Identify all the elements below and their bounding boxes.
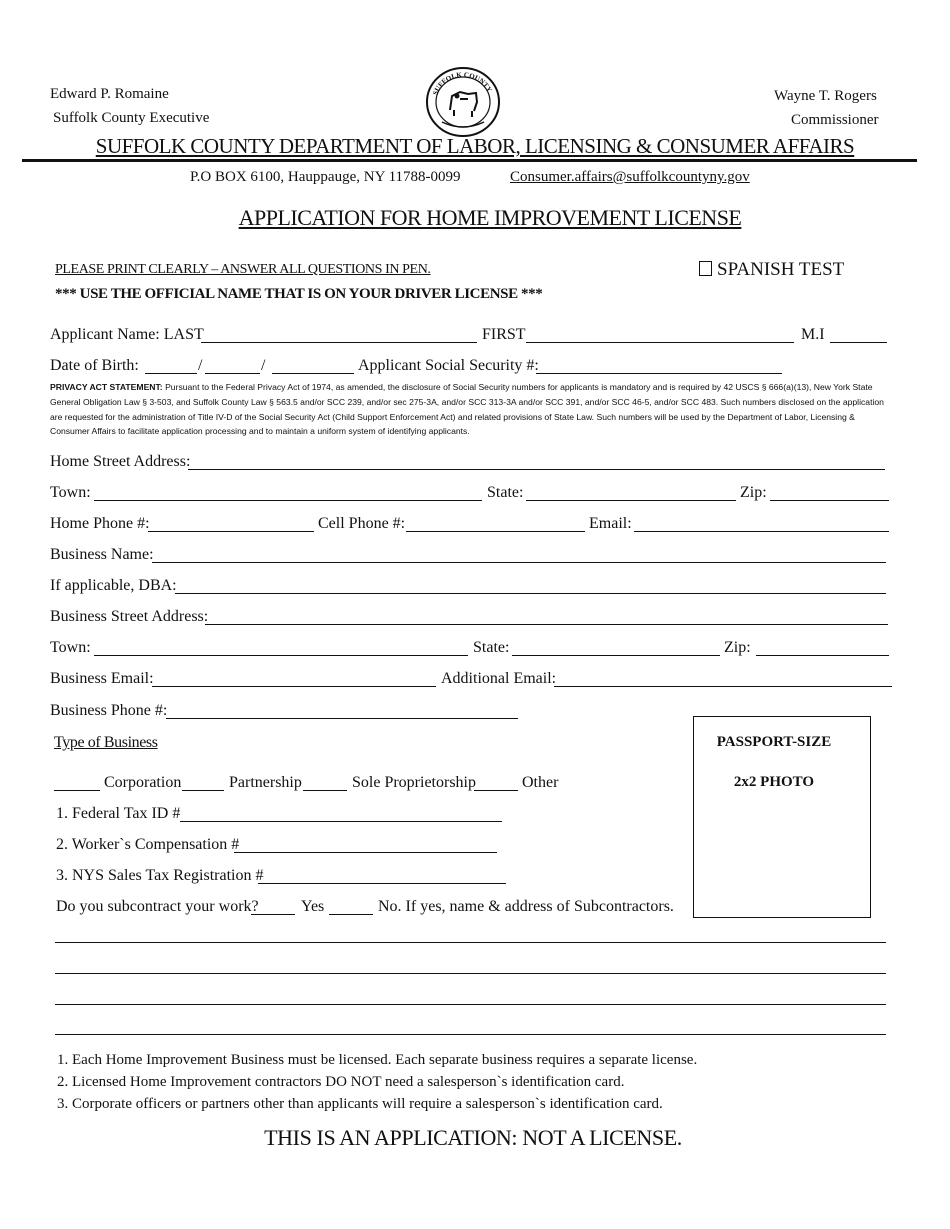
email-field[interactable] [634, 531, 889, 532]
business-email-row [50, 670, 895, 692]
business-zip-field[interactable] [756, 655, 889, 656]
home-zip-label: Zip: [740, 484, 767, 501]
subcontract-no-label: No. If yes, name & address of Subcontractors. [378, 898, 674, 915]
business-zip-label: Zip: [724, 639, 751, 656]
business-name-field[interactable] [152, 562, 886, 563]
cell-phone-label: Cell Phone #: [318, 515, 406, 532]
subcontract-row [56, 898, 676, 920]
commissioner-title: Commissioner [791, 112, 879, 128]
business-name-label: Business Name: [50, 546, 154, 563]
dob-day-field[interactable] [205, 373, 260, 374]
home-phone-label: Home Phone #: [50, 515, 150, 532]
business-type-options [54, 774, 574, 796]
subcontractor-line[interactable] [55, 973, 886, 974]
business-state-field[interactable] [512, 655, 720, 656]
sales-tax-field[interactable] [258, 883, 506, 884]
header-divider [22, 159, 917, 162]
last-name-field[interactable] [201, 342, 477, 343]
subcontract-no-blank[interactable] [329, 914, 373, 915]
workers-comp-row [56, 836, 516, 858]
corporation-option: Corporation [104, 774, 182, 791]
corporation-blank[interactable] [54, 790, 100, 791]
photo-size-label: PASSPORT-SIZE [716, 734, 832, 750]
federal-tax-row [56, 805, 516, 827]
business-phone-field[interactable] [166, 718, 518, 719]
svg-text:SUFFOLK COUNTY: SUFFOLK COUNTY [431, 70, 494, 97]
sole-proprietorship-option: Sole Proprietorship [352, 774, 476, 791]
business-town-label: Town: [50, 639, 91, 656]
cell-phone-field[interactable] [406, 531, 585, 532]
business-state-label: State: [473, 639, 510, 656]
business-town-field[interactable] [94, 655, 468, 656]
type-of-business-heading: Type of Business [54, 734, 158, 751]
middle-initial-label: M.I [801, 326, 825, 343]
note-item: 1. Each Home Improvement Business must be licensed. Each separate business requires a separate license. [57, 1052, 698, 1068]
partnership-blank[interactable] [182, 790, 224, 791]
federal-tax-label: 1. Federal Tax ID # [56, 805, 181, 822]
contact-email-link[interactable]: Consumer.affairs@suffolkcountyny.gov [510, 169, 750, 185]
other-blank[interactable] [474, 790, 518, 791]
applicant-name-row [50, 326, 890, 348]
ssn-field[interactable] [536, 373, 782, 374]
business-name-row [50, 546, 890, 568]
dob-month-field[interactable] [145, 373, 197, 374]
home-state-field[interactable] [526, 500, 736, 501]
subcontractor-line[interactable] [55, 942, 886, 943]
form-title: APPLICATION FOR HOME IMPROVEMENT LICENSE [238, 205, 742, 230]
dba-row [50, 577, 890, 599]
home-street-row [50, 453, 890, 475]
other-option: Other [522, 774, 559, 791]
subcontract-yes-label: Yes [301, 898, 325, 915]
home-town-label: Town: [50, 484, 91, 501]
business-town-row [50, 639, 890, 661]
business-street-row [50, 608, 890, 630]
county-executive-name: Edward P. Romaine [50, 86, 169, 102]
privacy-act-statement: PRIVACY ACT STATEMENT: Pursuant to the Federal Privacy Act of 1974, as amended, the disclosure of Social Security numbers for applicants is mandatory and is required by 42 USCS § 666(a)(13), New York State General Obligation Law § 3-503, and Suffolk County Law § 563.5 and/or SCC 239, and/or sec 275-3A, and/or SCC 313-3A and/or SCC 391, and/or SCC 46-5, and/or SCC 483. Such numbers disclosed on the application are requested for the administration of Title IV-D of the Social Security Act (Child Support Enforcement Act) and related provisions of State Law. Such numbers will be used by the Department of Labor, Licensing & Consumer Affairs to facilitate application processing and to maintain a uniform system of identifying applicants. [50, 382, 884, 437]
note-item: 3. Corporate officers or partners other than applicants will require a salesperson`s identification card. [57, 1096, 663, 1112]
business-phone-label: Business Phone #: [50, 702, 168, 719]
business-email-label: Business Email: [50, 670, 154, 687]
subcontract-question: Do you subcontract your work? [56, 898, 259, 915]
mailing-address: P.O BOX 6100, Hauppauge, NY 11788-0099 [190, 169, 461, 185]
home-zip-field[interactable] [770, 500, 889, 501]
business-phone-row [50, 702, 550, 724]
home-street-label: Home Street Address: [50, 453, 191, 470]
spanish-test-option[interactable] [699, 259, 844, 281]
federal-tax-field[interactable] [180, 821, 502, 822]
dob-separator: / [198, 357, 203, 374]
dob-separator: / [261, 357, 266, 374]
dob-year-field[interactable] [272, 373, 354, 374]
dba-field[interactable] [175, 593, 886, 594]
home-street-field[interactable] [188, 469, 885, 470]
email-label: Email: [589, 515, 632, 532]
passport-photo-box[interactable] [693, 716, 871, 918]
spanish-test-label: SPANISH TEST [717, 259, 845, 280]
dba-label: If applicable, DBA: [50, 577, 177, 594]
business-email-field[interactable] [152, 686, 436, 687]
dob-ssn-row [50, 357, 890, 379]
first-name-label: FIRST [482, 326, 526, 343]
sole-proprietorship-blank[interactable] [303, 790, 347, 791]
footer-disclaimer: THIS IS AN APPLICATION: NOT A LICENSE. [264, 1125, 682, 1150]
home-town-field[interactable] [94, 500, 482, 501]
middle-initial-field[interactable] [830, 342, 887, 343]
partnership-option: Partnership [229, 774, 302, 791]
county-executive-title: Suffolk County Executive [53, 110, 210, 126]
subcontractor-line[interactable] [55, 1034, 886, 1035]
department-title: SUFFOLK COUNTY DEPARTMENT OF LABOR, LICENSING & CONSUMER AFFAIRS [95, 134, 855, 158]
print-clearly-instruction: PLEASE PRINT CLEARLY – ANSWER ALL QUESTIONS IN PEN. [55, 262, 431, 277]
home-state-label: State: [487, 484, 524, 501]
phone-row [50, 515, 890, 537]
photo-dimension-label: 2x2 PHOTO [733, 774, 815, 790]
spanish-test-checkbox[interactable] [699, 261, 712, 276]
subcontractor-line[interactable] [55, 1004, 886, 1005]
note-item: 2. Licensed Home Improvement contractors DO NOT need a salesperson`s identification card. [57, 1074, 625, 1090]
additional-email-field[interactable] [554, 686, 892, 687]
subcontract-yes-blank[interactable] [251, 914, 295, 915]
dob-label: Date of Birth: [50, 357, 139, 374]
workers-comp-field[interactable] [234, 852, 497, 853]
sales-tax-label: 3. NYS Sales Tax Registration # [56, 867, 264, 884]
ssn-label: Applicant Social Security #: [358, 357, 539, 374]
workers-comp-label: 2. Worker`s Compensation # [56, 836, 240, 853]
first-name-field[interactable] [526, 342, 794, 343]
business-street-label: Business Street Address: [50, 608, 209, 625]
home-town-row [50, 484, 890, 506]
sales-tax-row [56, 867, 516, 889]
additional-email-label: Additional Email: [441, 670, 557, 687]
last-name-label: Applicant Name: LAST [50, 326, 204, 343]
official-name-instruction: *** USE THE OFFICIAL NAME THAT IS ON YOUR DRIVER LICENSE *** [55, 286, 543, 302]
home-phone-field[interactable] [148, 531, 314, 532]
commissioner-name: Wayne T. Rogers [774, 88, 877, 104]
county-seal-logo [424, 66, 502, 138]
business-street-field[interactable] [205, 624, 888, 625]
